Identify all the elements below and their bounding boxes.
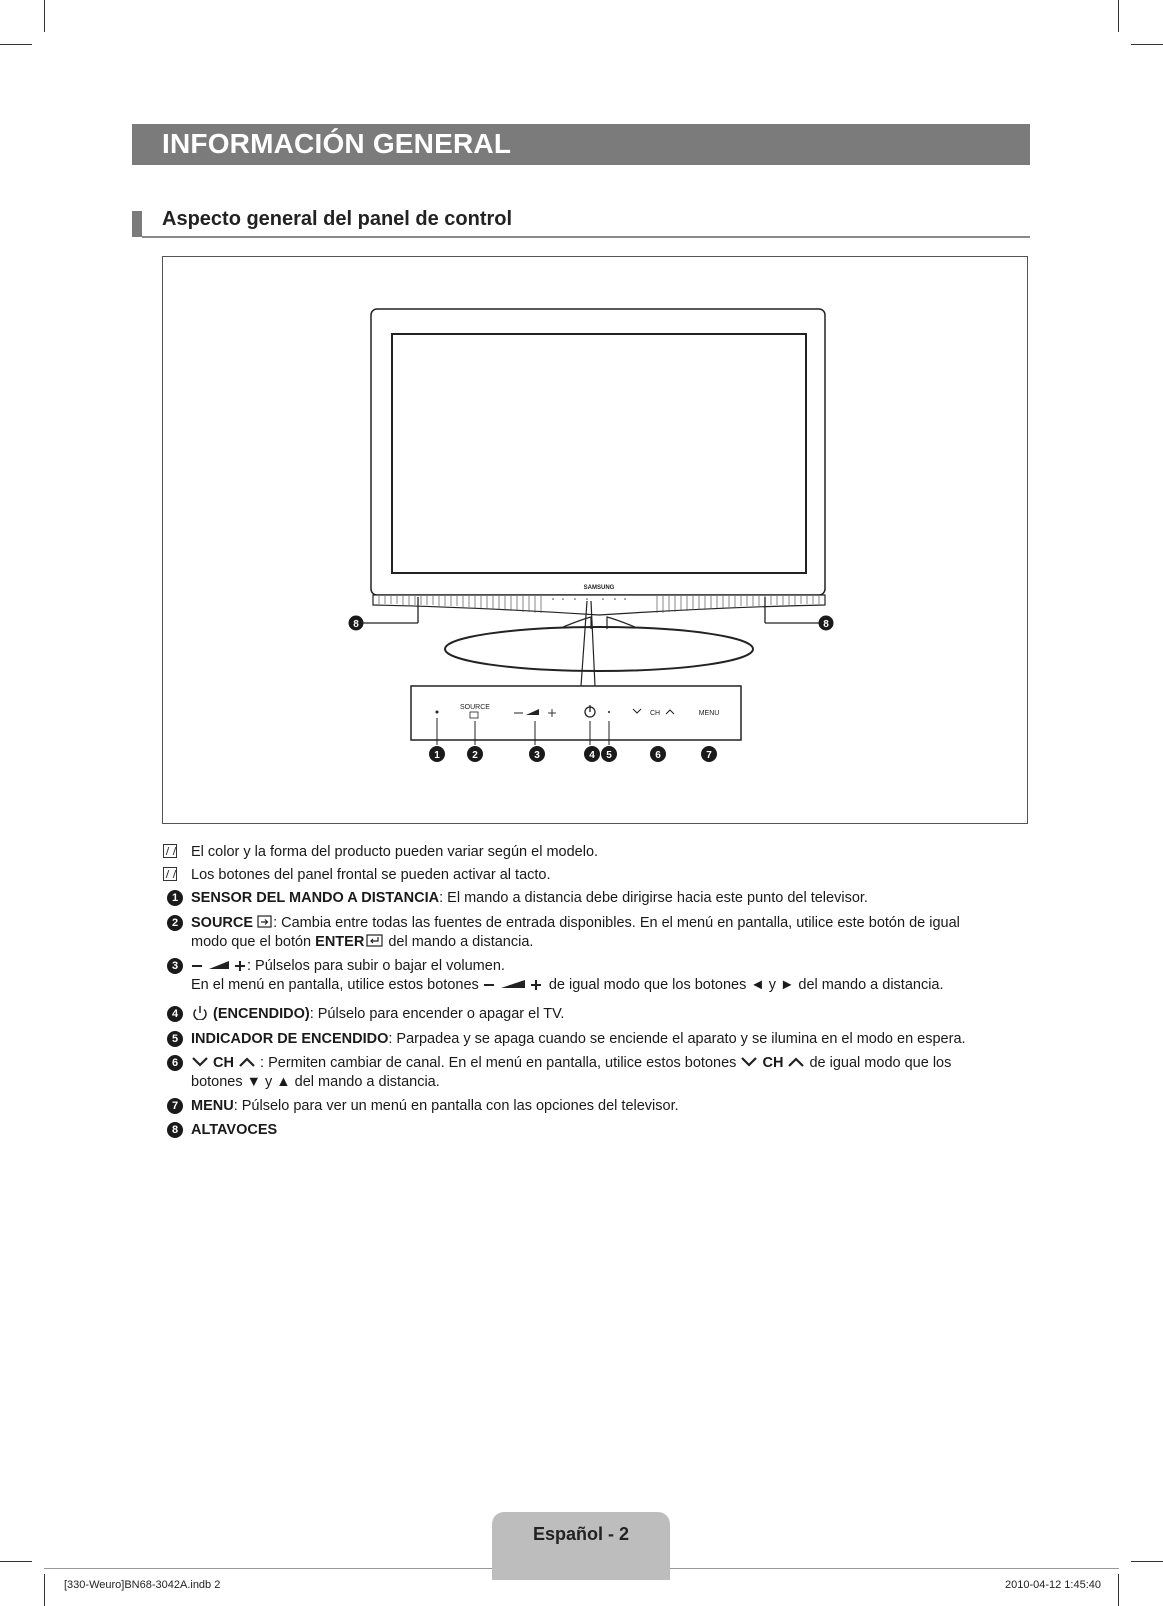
source-icon [257,915,273,928]
bullet-number: 2 [167,915,183,931]
section-title: Aspecto general del panel de control [162,208,513,230]
crop-mark [1131,44,1163,45]
page-title-bar [132,124,1030,165]
date-info: 2010-04-12 1:45:40 [1004,1579,1101,1591]
svg-text:5: 5 [606,750,612,761]
crop-mark [1131,1561,1163,1562]
chevron-down-icon [740,1056,758,1068]
svg-text:6: 6 [655,750,661,761]
svg-text:3: 3 [534,750,540,761]
section-divider [142,236,1030,238]
bullet-number: 5 [167,1031,183,1047]
volume-icon [483,977,545,991]
tv-brand-logo: SAMSUNG [583,585,615,591]
power-icon [191,1005,209,1020]
svg-text:CH: CH [649,710,661,717]
svg-text:2: 2 [472,750,478,761]
bullet-number: 7 [167,1098,183,1114]
crop-mark [44,1574,45,1606]
crop-mark [1118,0,1119,32]
bullet-number: 6 [167,1055,183,1071]
crop-mark [0,44,32,45]
note-icon [163,867,177,881]
crop-mark [44,0,45,32]
enter-icon [366,934,384,947]
svg-text:1: 1 [434,750,440,761]
bullet-number: 8 [167,1122,183,1138]
crop-mark [0,1561,32,1562]
volume-icon [191,958,247,972]
bullet-number: 1 [167,890,183,906]
button-callouts [429,746,717,762]
svg-text:SOURCE: SOURCE [460,704,490,711]
footer-line [670,1568,1119,1569]
tv-illustration [163,257,1029,825]
page-number-tab [492,1512,670,1580]
svg-text:8: 8 [823,619,829,630]
control-panel-figure [162,256,1028,824]
svg-text:MENU: MENU [698,710,720,717]
footer-line [44,1568,492,1569]
section-marker [132,211,142,237]
svg-text:7: 7 [706,750,712,761]
page-number: Español - 2 [532,1524,630,1544]
chevron-down-icon [191,1056,209,1068]
chevron-up-icon [787,1056,805,1068]
bullet-number: 3 [167,958,183,974]
crop-mark [1118,1574,1119,1606]
chevron-up-icon [238,1056,256,1068]
svg-text:4: 4 [589,750,595,761]
svg-text:8: 8 [353,619,359,630]
control-panel-box [411,686,741,740]
note-icon [163,844,177,858]
bullet-number: 4 [167,1006,183,1022]
page-title: INFORMACIÓN GENERAL [162,128,512,159]
file-info: [330-Weuro]BN68-3042A.indb 2 [64,1579,221,1591]
